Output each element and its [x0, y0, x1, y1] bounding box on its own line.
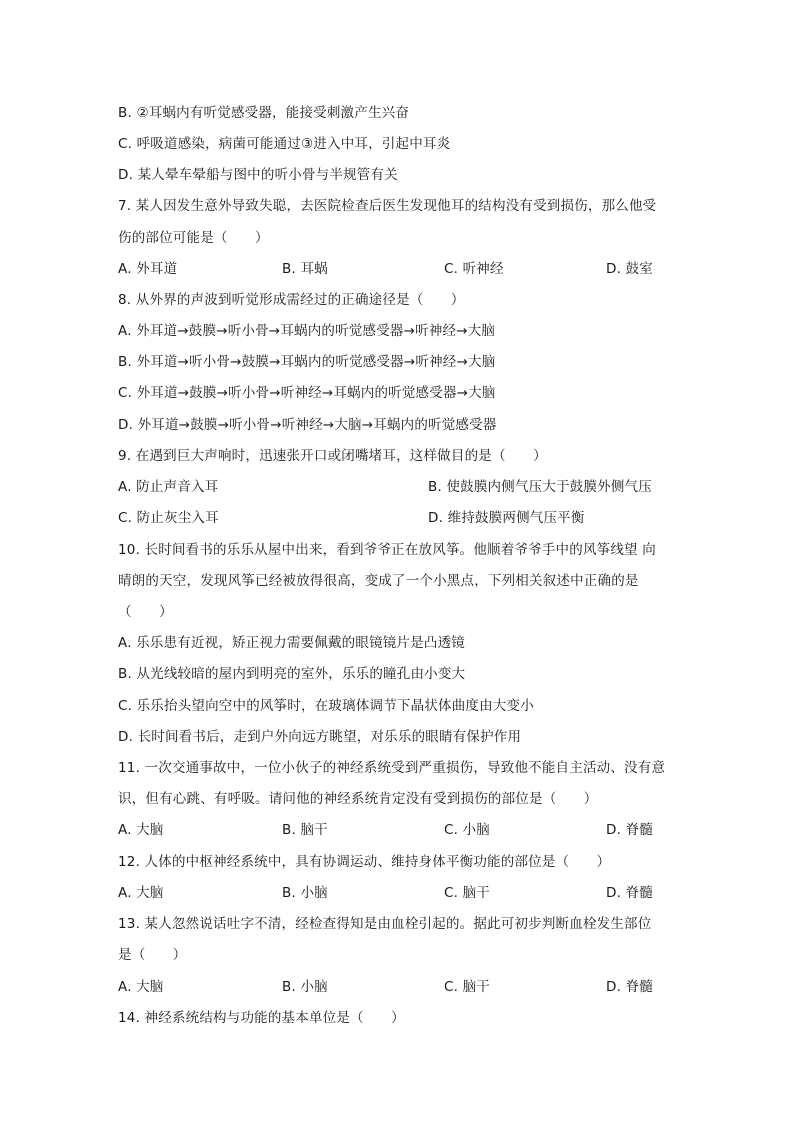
q12-option-c: C. 脑干 [444, 885, 491, 901]
q12-option-d: D. 脊髓 [606, 885, 653, 901]
q11-option-b: B. 脑干 [282, 822, 328, 838]
q9-option-a: A. 防止声音入耳 [118, 479, 219, 495]
q11-stem-line2: 识，但有心跳、有呼吸。请问他的神经系统肯定没有受到损伤的部位是（ ） [118, 791, 598, 807]
q6-option-c: C. 呼吸道感染，病菌可能通过③进入中耳，引起中耳炎 [118, 136, 451, 152]
q12-option-b: B. 小脑 [282, 885, 328, 901]
q6-option-d: D. 某人晕车晕船与图中的听小骨与半规管有关 [118, 167, 398, 183]
q7-option-c: C. 听神经 [444, 261, 504, 277]
q11-option-a: A. 大脑 [118, 822, 164, 838]
q13-option-b: B. 小脑 [282, 979, 328, 995]
q12-option-a: A. 大脑 [118, 885, 164, 901]
q12-stem: 12. 人体的中枢神经系统中，具有协调运动、维持身体平衡功能的部位是（ ） [118, 854, 611, 870]
q7-stem-line2: 伤的部位可能是（ ） [118, 230, 269, 246]
q8-option-b: B. 外耳道→听小骨→鼓膜→耳蜗内的听觉感受器→听神经→大脑 [118, 354, 496, 370]
q13-stem-line2: 是（ ） [118, 947, 187, 963]
q9-stem: 9. 在遇到巨大声响时，迅速张开口或闭嘴堵耳，这样做目的是（ ） [118, 448, 547, 464]
q7-option-a: A. 外耳道 [118, 261, 178, 277]
q10-option-b: B. 从光线较暗的屋内到明亮的室外，乐乐的瞳孔由小变大 [118, 666, 466, 682]
q11-stem-line1: 11. 一次交通事故中，一位小伙子的神经系统受到严重损伤，导致他不能自主活动、没有意 [118, 760, 666, 776]
q13-option-c: C. 脑干 [444, 979, 491, 995]
q7-stem-line1: 7. 某人因发生意外导致失聪，去医院检查后医生发现他耳的结构没有受到损伤，那么他受 [118, 198, 657, 214]
q10-stem-line1: 10. 长时间看书的乐乐从屋中出来，看到爷爷正在放风筝。他顺着爷爷手中的风筝线望 向 [118, 542, 656, 558]
q10-stem-line2: 晴朗的天空，发现风筝已经被放得很高，变成了一个小黑点，下列相关叙述中正确的是 [118, 573, 639, 589]
q10-option-c: C. 乐乐抬头望向空中的风筝时，在玻璃体调节下晶状体曲度由大变小 [118, 698, 534, 714]
q8-option-d: D. 外耳道→鼓膜→听小骨→听神经→大脑→耳蜗内的听觉感受器 [118, 417, 497, 433]
q7-option-b: B. 耳蜗 [282, 261, 328, 277]
q6-option-b: B. ②耳蜗内有听觉感受器，能接受刺激产生兴奋 [118, 105, 410, 121]
q13-option-d: D. 脊髓 [606, 979, 653, 995]
q11-option-d: D. 脊髓 [606, 822, 653, 838]
q9-option-b: B. 使鼓膜内侧气压大于鼓膜外侧气压 [428, 479, 652, 495]
q8-option-c: C. 外耳道→鼓膜→听小骨→听神经→耳蜗内的听觉感受器→大脑 [118, 385, 496, 401]
q11-option-c: C. 小脑 [444, 822, 491, 838]
q7-option-d: D. 鼓室 [606, 261, 653, 277]
q9-option-c: C. 防止灰尘入耳 [118, 510, 219, 526]
q10-option-d: D. 长时间看书后，走到户外向远方眺望，对乐乐的眼睛有保护作用 [118, 729, 522, 745]
q10-option-a: A. 乐乐患有近视，矫正视力需要佩戴的眼镜镜片是凸透镜 [118, 635, 465, 651]
q9-option-d: D. 维持鼓膜两侧气压平衡 [428, 510, 585, 526]
q14-stem: 14. 神经系统结构与功能的基本单位是（ ） [118, 1010, 405, 1026]
q8-stem: 8. 从外界的声波到听觉形成需经过的正确途径是（ ） [118, 292, 465, 308]
q10-stem-line3: （ ） [118, 604, 173, 620]
q13-option-a: A. 大脑 [118, 979, 164, 995]
q8-option-a: A. 外耳道→鼓膜→听小骨→耳蜗内的听觉感受器→听神经→大脑 [118, 323, 496, 339]
q13-stem-line1: 13. 某人忽然说话吐字不清，经检查得知是由血栓引起的。据此可初步判断血栓发生部位 [118, 916, 652, 932]
